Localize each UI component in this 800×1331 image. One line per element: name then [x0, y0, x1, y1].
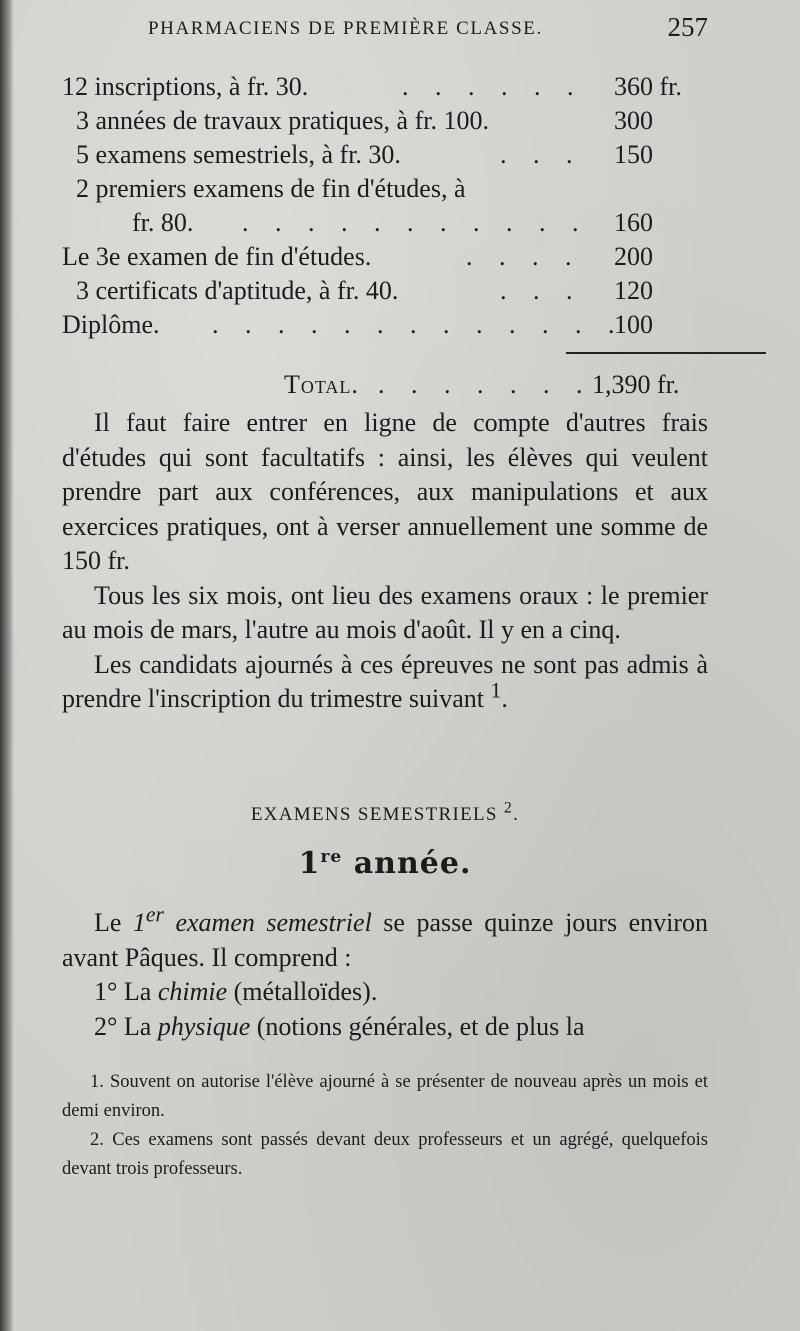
- ledger-row-label: Le 3e examen de fin d'études.: [62, 242, 372, 271]
- text-run: Le: [94, 908, 122, 937]
- body-text: [62, 406, 708, 717]
- footnote-mark: 1.: [90, 1072, 104, 1092]
- ledger-row: [62, 308, 710, 342]
- list-item: [62, 1010, 708, 1045]
- emphasis: examen semestriel: [175, 908, 372, 937]
- text-run: (notions générales, et de plus la: [256, 1011, 585, 1041]
- ledger-row: [62, 104, 710, 138]
- year-number: 1: [298, 846, 321, 881]
- ordinal-sup: er: [145, 902, 164, 927]
- paragraph: [62, 902, 708, 975]
- ledger-row-amount: 120: [614, 276, 653, 305]
- section-heading: [62, 799, 708, 826]
- total-value: 1,390 fr.: [592, 370, 680, 399]
- paragraph: Il faut faire entrer en ligne de compte d'autres frais d'études qui sont facultatifs : ainsi, les élèves qui veulent prendre part aux conférences, aux manipulations et aux exercices pratiques, ont à verser annuellement une somme de 150 fr.: [62, 408, 708, 575]
- year-heading: [62, 846, 708, 881]
- leader-dots: . . .: [500, 276, 583, 305]
- ordinal-number: 1: [132, 908, 146, 937]
- leader-dots: . . .: [500, 140, 583, 169]
- ledger-row-label: 3 certificats d'aptitude, à fr. 40.: [76, 276, 399, 305]
- ledger-row-label: Diplôme.: [62, 310, 160, 339]
- text-run: La: [123, 977, 152, 1006]
- leader-dots: . . . . . . . . . . . . .: [212, 310, 625, 339]
- ledger-total-row: [62, 370, 710, 406]
- list-item: [62, 975, 708, 1010]
- item-number: 1°: [94, 977, 118, 1006]
- paragraph: Tous les six mois, ont lieu des examens oraux : le premier au mois de mars, l'autre au mois d'août. Il y en a cinq.: [62, 580, 708, 644]
- page-edge-shadow: [0, 0, 14, 1331]
- ledger-row-amount: 300: [614, 106, 653, 135]
- ledger-row: [62, 70, 710, 104]
- section-body: [62, 902, 708, 1044]
- emphasis: physique: [157, 1011, 251, 1041]
- fees-ledger: [62, 70, 710, 399]
- leader-dots: . . . . . . .: [378, 370, 593, 399]
- total-rule: [566, 352, 766, 354]
- footnote-ref: 1: [490, 678, 502, 703]
- text-run: La: [123, 1011, 152, 1041]
- paragraph-text: Les candidats ajournés à ces épreuves ne sont pas admis à prendre l'inscription du trimestre suivant: [62, 649, 708, 713]
- item-number: 2°: [94, 1011, 118, 1041]
- ledger-row: [62, 240, 710, 274]
- page-header: [148, 12, 708, 48]
- paragraph: [62, 648, 708, 717]
- ledger-row-amount: 360 fr.: [614, 72, 682, 101]
- section-heading-text: EXAMENS SEMESTRIELS: [250, 804, 498, 825]
- section-heading-end: .: [513, 804, 520, 825]
- running-title: PHARMACIENS DE PREMIÈRE CLASSE.: [148, 18, 543, 39]
- year-word: année.: [353, 846, 472, 881]
- text-run: se passe quinze jours environ avant Pâques. Il comprend :: [62, 908, 708, 972]
- footnotes: [62, 1068, 708, 1184]
- ledger-row-amount: 160: [614, 208, 653, 237]
- text-run: (métalloïdes).: [233, 977, 378, 1006]
- footnote-mark: 2.: [90, 1130, 104, 1150]
- ledger-row-amount: 200: [614, 242, 653, 271]
- ledger-row: [62, 274, 710, 308]
- leader-dots: . . . . . .: [402, 72, 584, 101]
- page-number: 257: [667, 12, 708, 42]
- ledger-row-label: 2 premiers examens de fin d'études, à: [76, 174, 466, 203]
- footnote-text: Ces examens sont passés devant deux professeurs et un agrégé, quelquefois devant trois professeurs.: [62, 1130, 708, 1179]
- ledger-row-label: 5 examens semestriels, à fr. 30.: [76, 140, 401, 169]
- ledger-row-amount: 100: [614, 310, 653, 339]
- total-label: Total.: [284, 370, 359, 399]
- footnote: [62, 1126, 708, 1184]
- ledger-row: [62, 172, 710, 206]
- ledger-row-label: 3 années de travaux pratiques, à fr. 100.: [76, 106, 489, 135]
- ordinal: [132, 902, 164, 937]
- ledger-row: [62, 138, 710, 172]
- footnote-ref: 2: [503, 799, 514, 817]
- emphasis: chimie: [157, 977, 228, 1006]
- ledger-row-amount: 150: [614, 140, 653, 169]
- leader-dots: . . . . . . . . . . .: [242, 208, 589, 237]
- leader-dots: . . . .: [466, 242, 582, 271]
- footnote-text: Souvent on autorise l'élève ajourné à se présenter de nouveau après un mois et demi environ.: [62, 1072, 708, 1121]
- footnote: [62, 1068, 708, 1126]
- ledger-row-label: 12 inscriptions, à fr. 30.: [62, 72, 309, 101]
- ledger-row-label: fr. 80.: [132, 208, 194, 237]
- year-sup: re: [320, 847, 343, 867]
- ledger-row: [62, 206, 710, 240]
- paragraph-end: .: [501, 684, 508, 713]
